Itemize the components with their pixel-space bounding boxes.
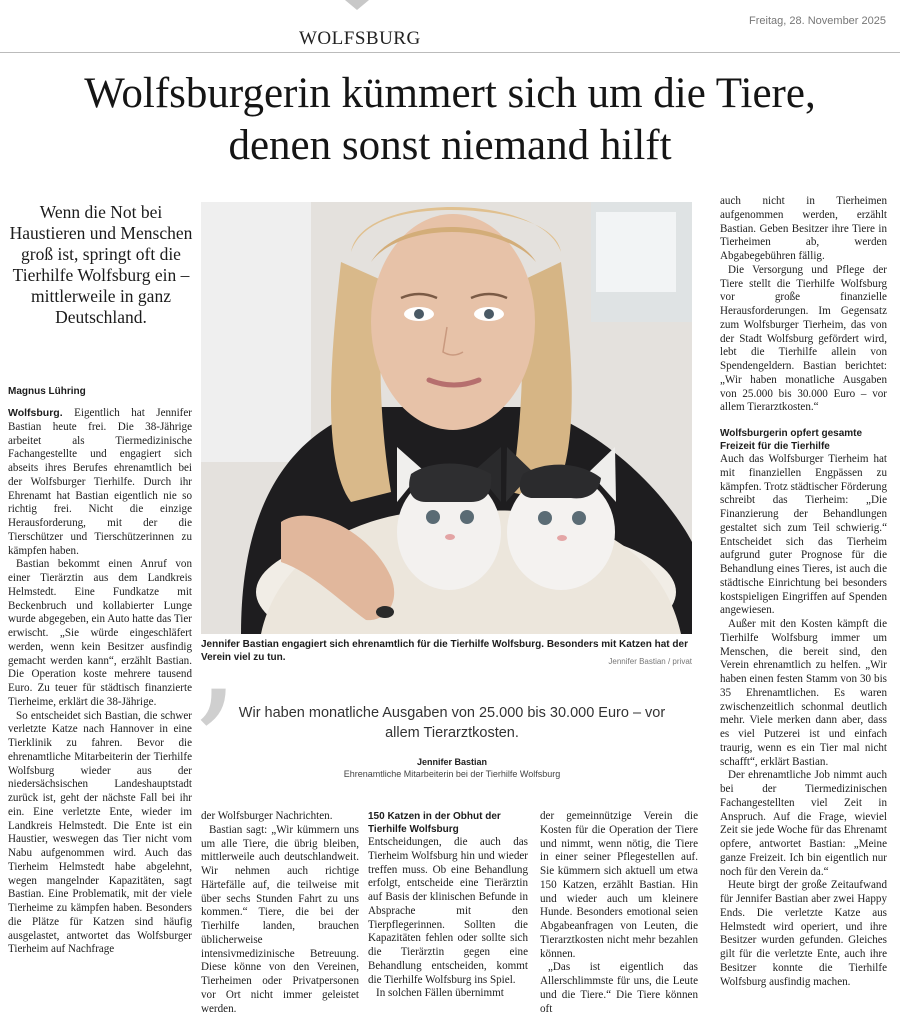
headline-line-1: Wolfsburgerin kümmert sich um die Tiere, <box>84 70 816 117</box>
issue-date: Freitag, 28. November 2025 <box>749 15 886 27</box>
section-title: WOLFSBURG <box>299 28 421 49</box>
text-column-3 <box>368 810 528 1001</box>
paragraph: Der ehrenamtliche Job nimmt auch bei der Tiermedizinischen Fachangestellten viel Zeit in Anspruch. Auf die Frage, wieviel Zeit sie jede Woche für das Ehrenamt opfere, antwortet Bastian: „Meine ganze Freizeit. Ich bin eigentlich nur noch für den Verein da.“ <box>720 769 887 878</box>
subheading: Wolfsburgerin opfert gesamte Freizeit für die Tierhilfe <box>720 428 863 452</box>
quote-mark-icon: ’ <box>190 660 238 834</box>
subheading: 150 Katzen in der Obhut der Tierhilfe Wolfsburg <box>368 811 501 835</box>
paragraph: Entscheidungen, die auch das Tierheim Wolfsburg hin und wieder treffen muss. Ob eine Behandlung erfolgt, entscheide eine Tierärztin auf Basis der klinischen Befunde in Absprache mit den Tierpflegerinnen. Sollten die Kapazitäten fehlen oder sollte sich die Tierärztin gegen eine Behandlung entscheiden, kommt die Tierhilfe Wolfsburg ins Spiel. <box>368 836 528 986</box>
paragraph: So entscheidet sich Bastian, die schwer verletzte Katze nach Hannover in eine Tierklinik zu fahren. Bevor die ehrenamtliche Mitarbeiterin der Tierhilfe Wolfsburg wieder aus der niedersächsischen Landeshauptstadt zurück ist, geht der nächste Fall bei ihr ein. Eine verletzte Ente, wieder im Landkreis Helmstedt. Die Ente ist ein Haustier, weswegen das Tier nicht vom Nabu aufgenommen wird. Auch das Tierheim Helmstedt habe abgelehnt, wegen mangelnder Kapazitäten, sagt Bastian. Eine Problematik, mit der viele Tierheime zu kämpfen haben. Besonders die Plätze für Katzen sind häufig ausgelastet, antwortet das Wolfsburger Tierheim auf Nachfrage <box>8 709 192 956</box>
article-photo <box>201 202 692 634</box>
header-divider <box>0 52 900 53</box>
paragraph: Auch das Wolfsburger Tierheim hat mit finanziellen Engpässen zu kämpfen. Trotz städtischer Förderung schreibt das Tierheim: „Die Finanzierung der Behandlungen gestaltet sich zum Teil schwierig.“ Entscheidet sich das Tierheim aufgrund guter Prognose für die Behandlung eines Tieres, ist auch die städtische Einrichtung bei besonders kostspieligen Eingriffen auf Spenden angewiesen. <box>720 453 887 617</box>
paragraph: Die Versorgung und Pflege der Tiere stellt die Tierhilfe Wolfsburg vor große finanzielle Herausforderungen. Im Gegensatz zum Wolfsburger Tierheim, das von der Stadt Wolfsburg gefördert wird, lebt die Tierhilfe allein von Spendengeldern. Bastian berichtet: „Wir haben monatliche Ausgaben von 25.000 bis 30.000 Euro – vor allem Tierarztkosten.“ <box>720 263 887 414</box>
article-headline <box>0 68 900 172</box>
paragraph: der gemeinnützige Verein die Kosten für die Operation der Tiere und nimmt, wenn nötig, die Tiere in einer seiner Pflegestellen auf. Sie kümmern sich aktuell um etwa 150 Katzen, erzählt Bastian. Hin und wieder auch um kleinere Hunde. Besonders emotional seien Abgabeanfragen von Leuten, die Tierarztkosten nicht mehr bezahlen können. <box>540 810 698 960</box>
photo-woman-with-kittens <box>201 202 692 634</box>
headline-line-2: denen sonst niemand hilft <box>228 122 672 169</box>
paragraph-text: Eigentlich hat Jennifer Bastian heute frei. Die 38-Jährige arbeitet als Tiermedizinische Fachangestellte und engagiert sich abseits ihres Berufes ehrenamtlich bei der Wolfsburger Tierhilfe. Durch ihr Ehrenamt hat Bastian eigentlich nie so richtig frei. Nicht die einzige Herausforderung, mit der die Tierschützer und Tierschützerinnen zu kämpfen haben. <box>8 407 192 557</box>
dateline: Wolfsburg. <box>8 407 63 419</box>
paragraph: auch nicht in Tierheimen aufgenommen werden, erzählt Bastian. Geben Besitzer ihre Tiere in Tierheimen ab, werden Abgabegebühren fällig. <box>720 195 887 262</box>
paragraph: „Das ist eigentlich das Allerschlimmste für uns, die Leute und die Tiere.“ Die Tiere können oft <box>540 961 698 1015</box>
article-lead: Wenn die Not bei Haustieren und Menschen groß ist, springt oft die Tierhilfe Wolfsburg ein – mittlerweile in ganz Deutschland. <box>9 202 193 327</box>
photo-credit: Jennifer Bastian / privat <box>608 657 692 666</box>
text-column-2 <box>201 810 359 1016</box>
paragraph: Bastian bekommt einen Anruf von einer Tierärztin aus dem Landkreis Helmstedt. Eine Fundkatze mit Beckenbruch und kollabierter Lunge wurde abgegeben, ein Auto hatte das Tier erwischt. „Sie würde eingeschläfert werden, wenn kein Besitzer ausfindig gemacht werden kann“, erzählt Bastian. Die Operation koste mehrere tausend Euro. Zu teuer für städtisch finanzierte Tierheime, erklärt die 38-Jährige. <box>8 558 192 708</box>
paragraph: Heute birgt der große Zeitaufwand für Jennifer Bastian aber zwei Happy Ends. Die verletzte Katze aus Helmstedt wird operiert, und ihre Besitzer wurden gefunden. Gleiches gilt für die verletzte Ente, auch ihre Besitzer konnte die Tierhilfe Wolfsburg ausfindig machen. <box>720 879 887 988</box>
text-column-1 <box>8 407 192 957</box>
page-top-marker <box>345 0 369 10</box>
paragraph <box>8 407 192 558</box>
paragraph: Außer mit den Kosten kämpft die Tierhilfe Wolfsburg immer um Menschen, die bereit sind, den Verein ehrenamtlich zu helfen. „Wir haben einen festen Stamm von 30 bis 35 Ehrenamtlichen. Es waren zwischenzeitlich schonmal deutlich mehr. Viele merken dann aber, dass es viel Putzerei ist und einfach traurig, wenn es ein Tier mal nicht schafft“, erklärt Bastian. <box>720 618 887 768</box>
quote-author: Jennifer Bastian <box>416 757 488 767</box>
quote-author-role: Ehrenamtliche Mitarbeiterin bei der Tierhilfe Wolfsburg <box>343 769 561 779</box>
photo-caption: Jennifer Bastian engagiert sich ehrenamtlich für die Tierhilfe Wolfsburg. Besonders mit Katzen hat der Verein viel zu tun. <box>201 639 688 663</box>
paragraph: der Wolfsburger Nachrichten. <box>201 810 333 822</box>
paragraph: Bastian sagt: „Wir kümmern uns um alle Tiere, die übrig bleiben, mittlerweile auch deutschlandweit. Wir nehmen auch richtige Härtefälle auf, die teilweise mit über sechs Stunden Fahrt zu uns kommen.“ Tiere, die bei der Tierhilfe landen, brauchen üblicherweise intensivmedizinische Betreuung. Diese könne von den Vereinen, Tierheimen oder Privatpersonen vor Ort nicht immer geleistet werden. <box>201 823 359 1015</box>
text-column-4 <box>540 810 698 1016</box>
text-column-5 <box>720 195 887 989</box>
pull-quote: Wir haben monatliche Ausgaben von 25.000 bis 30.000 Euro – vor allem Tierarztkosten. <box>238 705 666 741</box>
author-byline: Magnus Lühring <box>8 386 86 397</box>
paragraph: In solchen Fällen übernimmt <box>376 987 504 1000</box>
